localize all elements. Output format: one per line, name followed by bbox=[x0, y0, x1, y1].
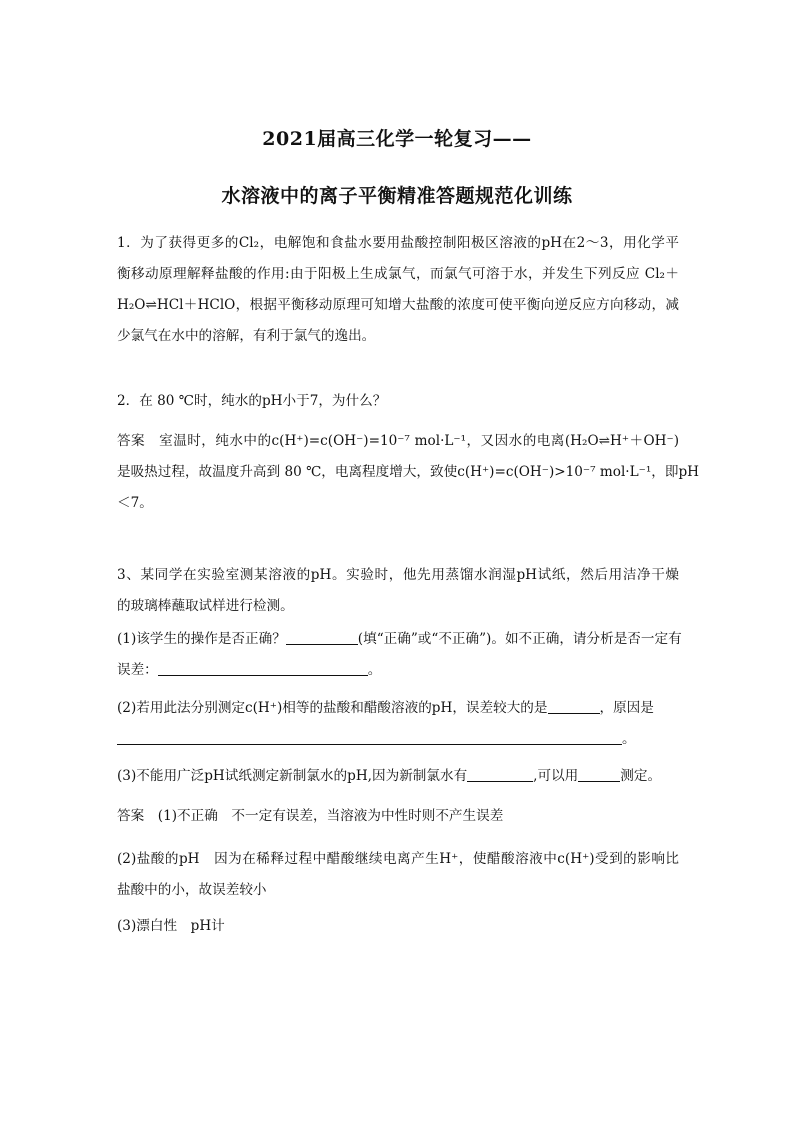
q3-part-3 bbox=[117, 761, 679, 792]
q2-answer-line-2: 是吸热过程，故温度升高到 80 ℃，电离程度增大，致使c(H⁺)=c(OH⁻)>10⁻⁷ mol·L⁻¹，即pH bbox=[117, 464, 700, 480]
q3-p2-blank-2[interactable] bbox=[117, 730, 622, 745]
q1-line-3: H₂O⇌HCl＋HClO，根据平衡移动原理可知增大盐酸的浓度可使平衡向逆反应方向移动，减 bbox=[117, 297, 679, 313]
answer-3 bbox=[117, 801, 679, 832]
q3-p1-text-c: 误差： bbox=[117, 662, 158, 678]
q3-intro-line-2: 的玻璃棒蘸取试样进行检测。 bbox=[117, 598, 294, 614]
q2-question: 2．在 80 ℃时，纯水的pH小于7，为什么？ bbox=[117, 393, 387, 409]
answer-3-part-2 bbox=[117, 844, 679, 906]
q3-p3-text-b: ,可以用 bbox=[533, 768, 579, 784]
q3-part-1 bbox=[117, 624, 682, 686]
q3-p3-blank-2[interactable] bbox=[578, 767, 620, 782]
q3-p2-text-c: 。 bbox=[622, 731, 636, 747]
q2-answer-line-3: ＜7。 bbox=[117, 495, 153, 511]
question-1 bbox=[117, 228, 679, 352]
q3-answer-3: (3)漂白性 pH计 bbox=[117, 918, 225, 934]
q3-answer-2-line-1: (2)盐酸的pH 因为在稀释过程中醋酸继续电离产生H⁺，使醋酸溶液中c(H⁺)受到的影响比 bbox=[117, 851, 679, 867]
answer-2 bbox=[117, 426, 700, 519]
question-2 bbox=[117, 386, 679, 417]
q3-p3-blank-1[interactable] bbox=[467, 767, 533, 782]
q3-part-2 bbox=[117, 693, 679, 755]
q3-answer-2-line-2: 盐酸中的小，故误差较小 bbox=[117, 882, 267, 898]
q3-p1-text-b: (填“正确”或“不正确”)。如不正确，请分析是否一定有 bbox=[357, 631, 682, 647]
q1-line-2: 衡移动原理解释盐酸的作用:由于阳极上生成氯气，而氯气可溶于水，并发生下列反应 Cl₂＋ bbox=[117, 266, 679, 282]
question-3 bbox=[117, 560, 679, 622]
answer-3-part-3 bbox=[117, 911, 679, 942]
q3-answer-1: 答案 (1)不正确 不一定有误差，当溶液为中性时则不产生误差 bbox=[117, 808, 504, 824]
q1-line-1: 1．为了获得更多的Cl₂，电解饱和食盐水要用盐酸控制阳极区溶液的pH在2～3，用化学平 bbox=[117, 235, 679, 251]
q3-p1-blank-1[interactable] bbox=[286, 630, 358, 645]
q3-p3-text-a: (3)不能用广泛pH试纸测定新制氯水的pH,因为新制氯水有 bbox=[117, 768, 468, 784]
doc-title-line2: 水溶液中的离子平衡精准答题规范化训练 bbox=[221, 185, 573, 207]
q3-p2-text-a: (2)若用此法分别测定c(H⁺)相等的盐酸和醋酸溶液的pH，误差较大的是 bbox=[117, 700, 548, 716]
q3-p1-blank-2[interactable] bbox=[158, 661, 368, 676]
q3-p3-text-c: 测定。 bbox=[620, 768, 662, 784]
q3-p1-text-a: (1)该学生的操作是否正确？ bbox=[117, 631, 286, 647]
q3-p2-blank-1[interactable] bbox=[548, 699, 600, 714]
q3-p1-text-d: 。 bbox=[367, 662, 382, 678]
q2-answer-line-1: 答案 室温时，纯水中的c(H⁺)=c(OH⁻)=10⁻⁷ mol·L⁻¹，又因水的电离(H₂O⇌H⁺＋OH⁻) bbox=[117, 433, 679, 449]
q1-line-4: 少氯气在水中的溶解，有利于氯气的逸出。 bbox=[117, 328, 376, 344]
doc-title-line1: 2021届高三化学一轮复习—— bbox=[262, 128, 532, 150]
q3-p2-text-b: ，原因是 bbox=[599, 700, 654, 716]
q3-intro-line-1: 3、某同学在实验室测某溶液的pH。实验时，他先用蒸馏水润湿pH试纸，然后用洁净干燥 bbox=[117, 567, 679, 583]
